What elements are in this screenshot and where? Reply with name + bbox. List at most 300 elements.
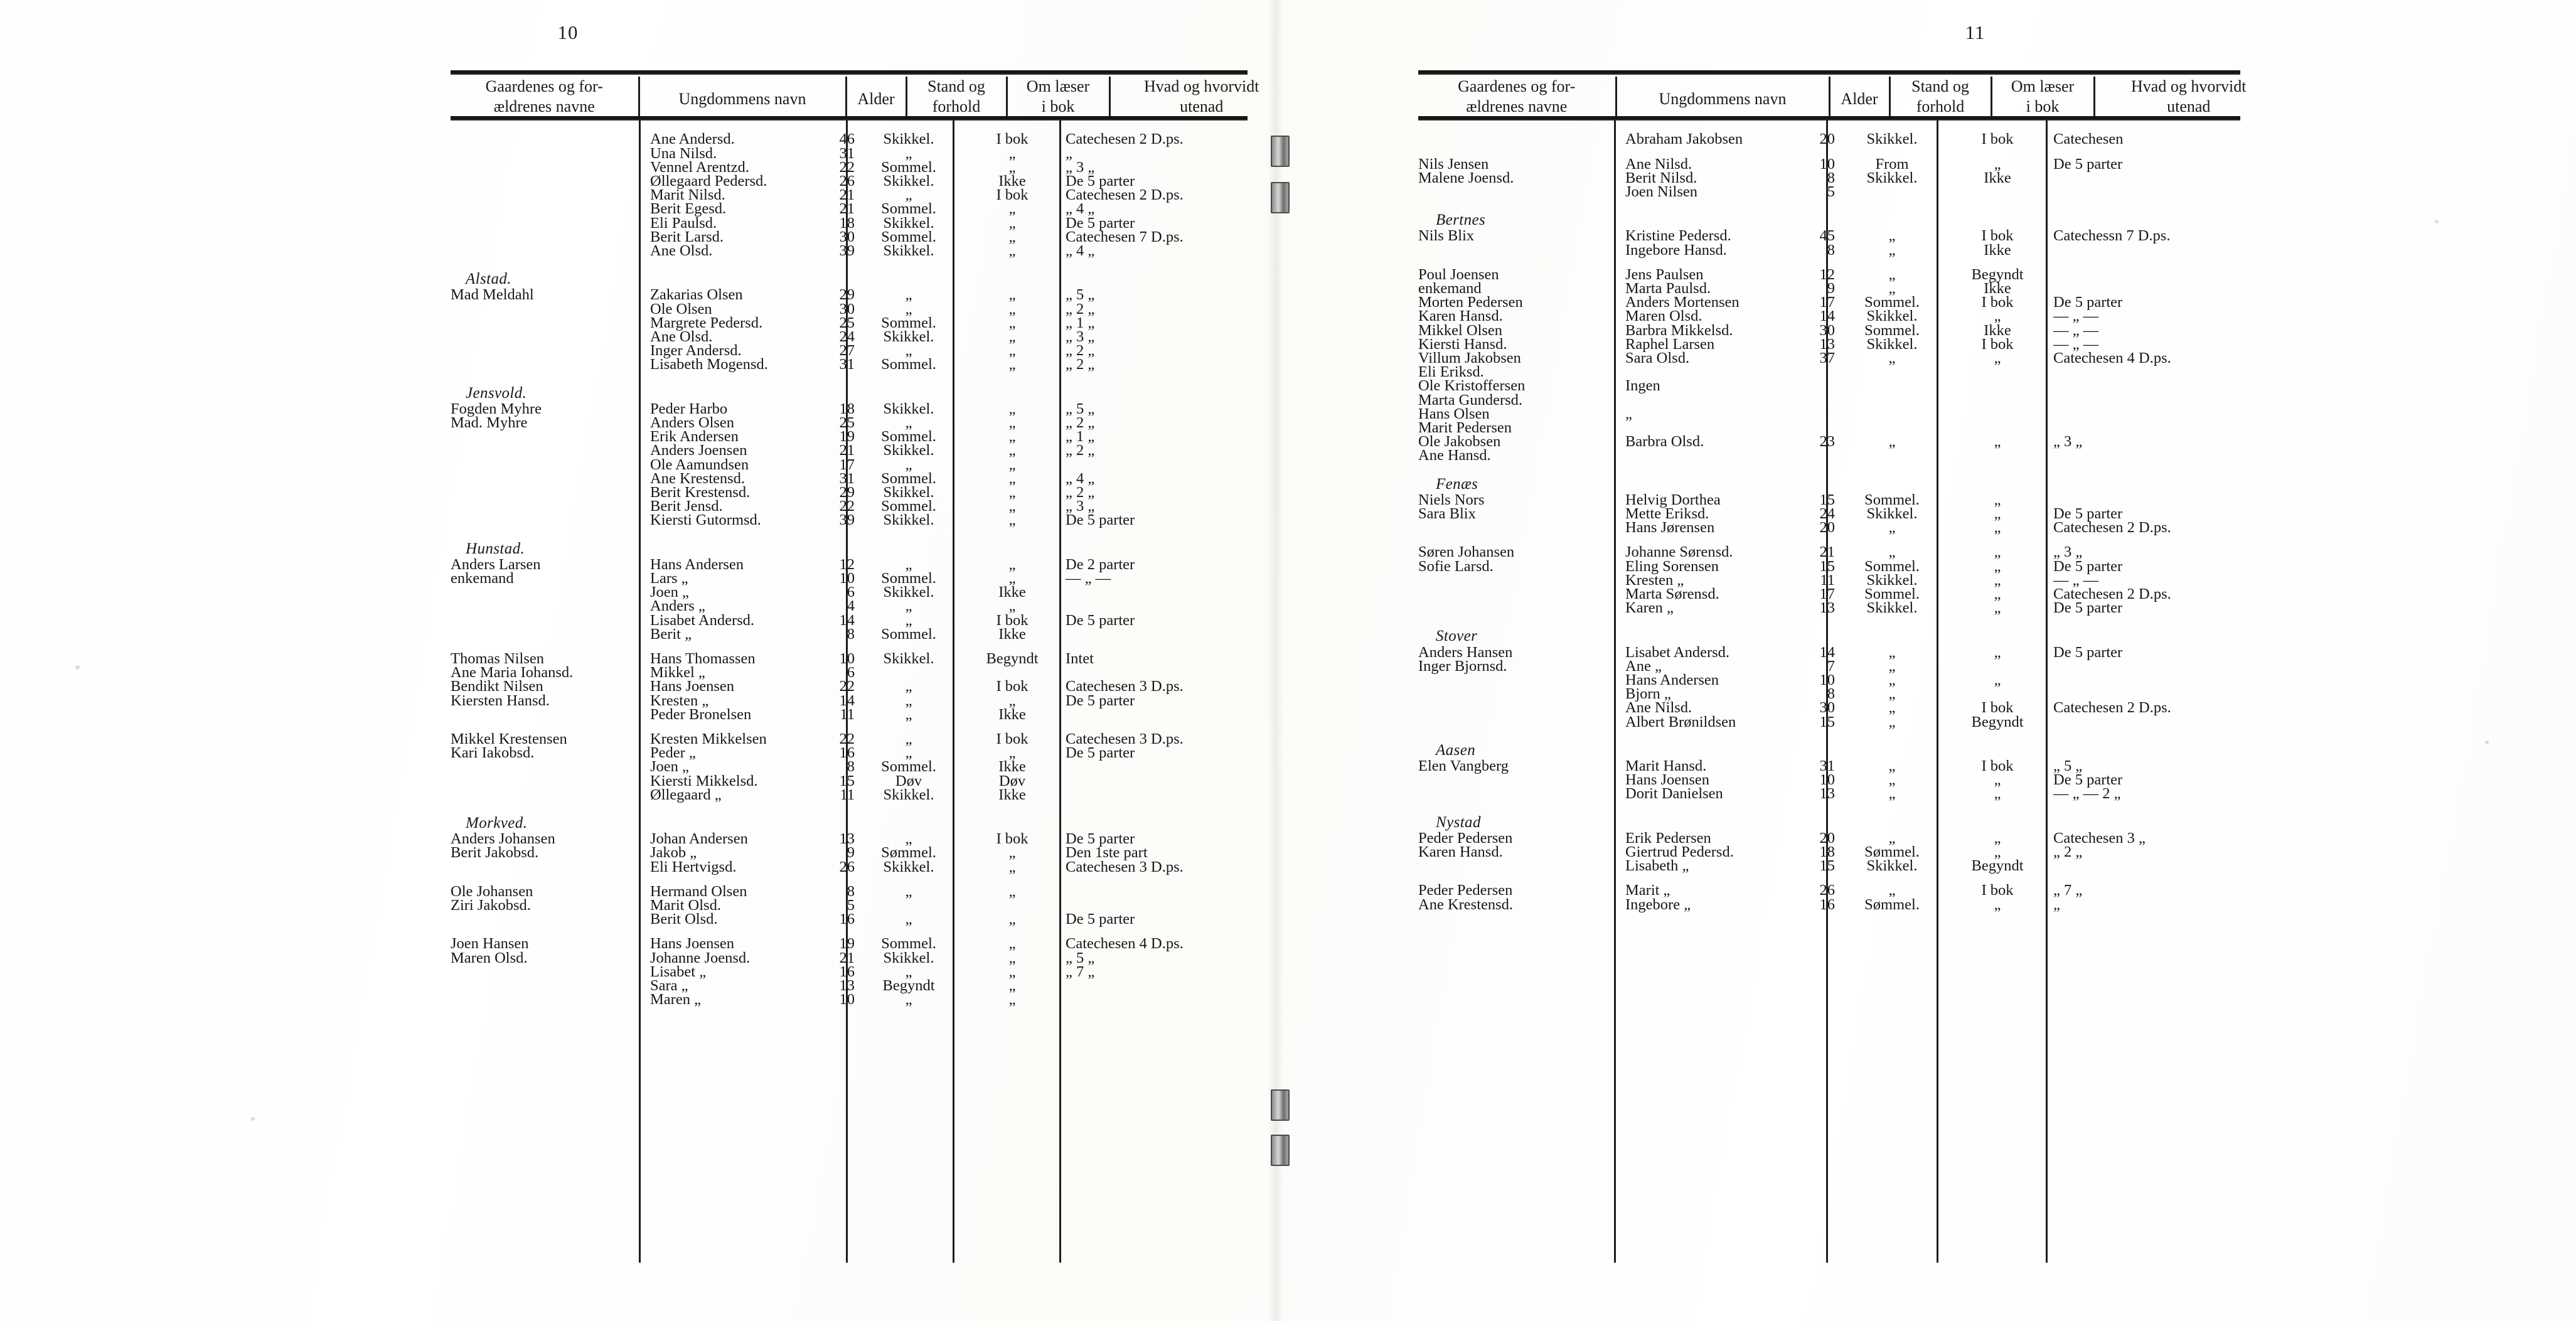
cell-reading: Ikke xyxy=(1984,280,2011,297)
cell-stand: „ xyxy=(1888,241,1896,259)
cell-parents-name: Bendikt Nilsen xyxy=(451,678,543,695)
cell-reading: „ xyxy=(1008,328,1016,346)
cell-what: Catechesen 3 D.ps. xyxy=(1066,858,1184,875)
cell-age: 10 xyxy=(1819,155,1835,173)
cell-age: 16 xyxy=(1819,896,1835,913)
cell-stand: Sommel. xyxy=(1864,321,1920,339)
cell-what: De 5 parter xyxy=(2053,557,2123,575)
cell-age: 10 xyxy=(1819,671,1835,689)
cell-what: Catechesen 4 D.ps. xyxy=(2053,350,2171,367)
cell-stand: Skikkel. xyxy=(1866,599,1918,617)
cell-age: 30 xyxy=(839,228,855,245)
col-header-reading: Om læser i bok xyxy=(1007,77,1109,116)
cell-parents-name: Nils Jensen xyxy=(1418,155,1489,173)
cell-reading: „ xyxy=(1008,844,1016,862)
cell-reading: „ xyxy=(1008,228,1016,245)
cell-reading: Ikke xyxy=(998,786,1026,803)
cell-reading: Ikke xyxy=(1984,169,2011,186)
cell-age: 10 xyxy=(839,570,855,587)
cell-what: — „ — xyxy=(2053,335,2099,353)
cell-stand: „ xyxy=(1888,433,1896,451)
cell-parents-name: Elen Vangberg xyxy=(1418,757,1509,775)
cell-age: 16 xyxy=(839,911,855,928)
cell-youth-name: Mette Eriksd. xyxy=(1625,505,1709,523)
cell-age: 25 xyxy=(839,314,855,331)
cell-parents-name: Karen Hansd. xyxy=(1418,308,1503,325)
cell-reading: I bok xyxy=(996,131,1029,148)
cell-what: De 5 parter xyxy=(2053,771,2123,789)
cell-parents-name: Kari Iakobsd. xyxy=(451,744,535,762)
cell-youth-name: Karen „ xyxy=(1625,599,1674,617)
cell-reading: „ xyxy=(1008,456,1016,473)
cell-youth-name: Bjorn „ xyxy=(1625,685,1671,703)
cell-what: Intet xyxy=(1066,650,1094,668)
cell-stand: Skikkel. xyxy=(883,786,934,803)
cell-stand: Skikkel. xyxy=(883,328,934,346)
cell-youth-name: Joen „ xyxy=(650,584,689,601)
cell-stand: Skikkel. xyxy=(1866,335,1918,353)
cell-stand: Sommel. xyxy=(881,625,936,643)
cell-stand: Skikkel. xyxy=(883,400,934,417)
cell-age: 31 xyxy=(839,356,855,373)
cell-youth-name: Marit „ xyxy=(1625,882,1670,899)
cell-stand: Skikkel. xyxy=(883,442,934,459)
cell-what: „ 3 „ xyxy=(2053,433,2083,451)
cell-stand: „ xyxy=(1888,685,1896,703)
cell-what: De 5 parter xyxy=(2053,155,2123,173)
farm-heading: Morkved. xyxy=(466,815,528,832)
cell-stand: „ xyxy=(905,963,912,980)
cell-stand: From xyxy=(1875,155,1909,173)
cell-what: De 5 parter xyxy=(1066,911,1135,928)
cell-reading: „ xyxy=(1994,896,2001,913)
col-header-youth: Ungdommens navn xyxy=(639,77,846,116)
column-rule-1 xyxy=(1614,120,1616,1263)
cell-youth-name: Vennel Arentzd. xyxy=(650,158,749,176)
register-header-right xyxy=(1418,77,2282,116)
cell-youth-name: Hans Andersen xyxy=(650,555,744,573)
cell-stand: Skikkel. xyxy=(1866,571,1918,589)
cell-stand: Begyndt xyxy=(882,977,935,995)
cell-youth-name: Øllegaard Pedersd. xyxy=(650,173,767,190)
cell-youth-name: Sara „ xyxy=(650,977,688,995)
cell-youth-name: Barbra Mikkelsd. xyxy=(1625,321,1733,339)
cell-youth-name: Hans Joensen xyxy=(1625,771,1710,789)
cell-reading: „ xyxy=(1008,911,1016,928)
cell-stand: „ xyxy=(905,342,912,360)
table-top-rule xyxy=(1418,70,2240,75)
cell-age: 25 xyxy=(839,414,855,432)
cell-age: 22 xyxy=(839,730,855,748)
cell-what: „ 2 „ xyxy=(2053,843,2083,861)
cell-youth-name: Marta Paulsd. xyxy=(1625,280,1711,297)
table-header-bottom-rule xyxy=(1418,116,2240,120)
cell-parents-name: Poul Joensen xyxy=(1418,265,1499,283)
cell-what: De 2 parter xyxy=(1066,555,1135,573)
column-rule-1 xyxy=(639,120,641,1263)
cell-youth-name: Hermand Olsen xyxy=(650,882,747,900)
col-header-what: Hvad og hvorvidt utenad xyxy=(2094,77,2282,116)
cell-age: 15 xyxy=(1819,713,1835,730)
cell-reading: „ xyxy=(1994,433,2001,451)
cell-age: 13 xyxy=(1819,335,1835,353)
col-header-parents: Gaardenes og for- ældrenes navne xyxy=(485,77,603,115)
cell-age: 8 xyxy=(847,758,855,776)
cell-reading: „ xyxy=(1008,858,1016,875)
column-rule-3 xyxy=(953,120,954,1263)
cell-youth-name: Hans Andersen xyxy=(1625,671,1719,689)
cell-reading: Ikke xyxy=(1984,321,2011,339)
cell-youth-name: Lisabet Andersd. xyxy=(1625,643,1730,661)
cell-age: 16 xyxy=(839,963,855,980)
cell-youth-name: Kiersti Mikkelsd. xyxy=(650,772,758,789)
cell-stand: „ xyxy=(905,456,912,473)
cell-what: „ 5 „ xyxy=(1066,400,1095,417)
cell-parents-name: Niels Nors xyxy=(1418,491,1485,508)
cell-reading: „ xyxy=(1008,400,1016,417)
cell-youth-name: Lisabet Andersd. xyxy=(650,611,755,629)
cell-reading: „ xyxy=(1008,935,1016,953)
cell-age: 19 xyxy=(839,428,855,446)
cell-reading: I bok xyxy=(996,830,1029,848)
cell-reading: „ xyxy=(1994,599,2001,617)
cell-youth-name: Una Nilsd. xyxy=(650,144,717,162)
cell-age: 21 xyxy=(839,949,855,966)
cell-age: 14 xyxy=(1819,643,1835,661)
cell-parents-name: Marta Gundersd. xyxy=(1418,391,1523,409)
cell-reading: „ xyxy=(1008,963,1016,980)
register-body-right xyxy=(1418,120,2240,1288)
cell-stand: „ xyxy=(905,991,912,1008)
cell-age: 8 xyxy=(1827,169,1835,186)
cell-youth-name: Lars „ xyxy=(650,570,688,587)
cell-parents-name: Thomas Nilsen xyxy=(451,650,545,668)
cell-youth-name: Kresten „ xyxy=(650,692,709,709)
cell-parents-name: Malene Joensd. xyxy=(1418,169,1514,186)
cell-age: 15 xyxy=(1819,857,1835,875)
cell-youth-name: Johanne Joensd. xyxy=(650,949,751,966)
cell-age: 8 xyxy=(847,882,855,900)
cell-age: 30 xyxy=(1819,321,1835,339)
cell-stand: Sømmel. xyxy=(1864,896,1920,913)
cell-youth-name: Ane Nilsd. xyxy=(1625,699,1692,717)
cell-age: 26 xyxy=(839,173,855,190)
cell-reading: „ xyxy=(1008,570,1016,587)
cell-stand: Sommel. xyxy=(1864,586,1920,603)
cell-stand: „ xyxy=(1888,280,1896,297)
cell-age: 20 xyxy=(1819,829,1835,847)
cell-what: De 5 parter xyxy=(1066,692,1135,709)
col-header-reading: Om læser i bok xyxy=(1991,77,2094,116)
cell-youth-name: Hans Joensen xyxy=(650,678,735,695)
cell-what: „ 7 „ xyxy=(2053,882,2083,899)
cell-youth-name: Ingen xyxy=(1625,377,1660,395)
farm-heading: Hunstad. xyxy=(466,540,525,557)
cell-parents-name: Villum Jakobsen xyxy=(1418,350,1521,367)
cell-age: 9 xyxy=(1827,280,1835,297)
cell-stand: Sommel. xyxy=(881,228,936,245)
cell-parents-name: Sara Blix xyxy=(1418,505,1476,523)
cell-stand: „ xyxy=(905,286,912,304)
cell-age: 15 xyxy=(1819,557,1835,575)
cell-stand: „ xyxy=(905,555,912,573)
cell-what: De 5 parter xyxy=(1066,511,1135,529)
cell-age: 27 xyxy=(839,342,855,360)
cell-age: 18 xyxy=(839,214,855,232)
cell-parents-name: Mad Meldahl xyxy=(451,286,534,304)
cell-reading: „ xyxy=(1994,155,2001,173)
cell-youth-name: Dorit Danielsen xyxy=(1625,785,1723,803)
cell-what: „ 2 „ xyxy=(1066,300,1095,318)
cell-stand: Sommel. xyxy=(881,200,936,218)
cell-parents-name: enkemand xyxy=(1418,280,1482,297)
cell-stand: Skikkel. xyxy=(883,511,934,529)
cell-parents-name: Mikkel Krestensen xyxy=(451,730,567,748)
cell-what: Den 1ste part xyxy=(1066,844,1148,862)
cell-stand: „ xyxy=(905,414,912,432)
cell-stand: Skikkel. xyxy=(883,650,934,668)
cell-reading: „ xyxy=(1008,555,1016,573)
cell-youth-name: Marit Hansd. xyxy=(1625,757,1707,775)
cell-youth-name: Ane „ xyxy=(1625,657,1662,675)
cell-reading: „ xyxy=(1008,484,1016,501)
cell-youth-name: Ingebore „ xyxy=(1625,896,1691,913)
cell-youth-name: Jens Paulsen xyxy=(1625,265,1704,283)
cell-stand: „ xyxy=(905,300,912,318)
cell-stand: „ xyxy=(905,705,912,723)
cell-reading: „ xyxy=(1994,643,2001,661)
cell-age: 29 xyxy=(839,484,855,501)
cell-stand: „ xyxy=(905,692,912,709)
cell-age: 8 xyxy=(1827,685,1835,703)
cell-youth-name: Anders Olsen xyxy=(650,414,735,432)
cell-stand: Sommel. xyxy=(881,758,936,776)
cell-youth-name: Ane Andersd. xyxy=(650,131,735,148)
cell-age: 24 xyxy=(1819,505,1835,523)
cell-reading: „ xyxy=(1994,586,2001,603)
cell-youth-name: Anders Mortensen xyxy=(1625,294,1740,311)
cell-what: „ xyxy=(1066,144,1072,162)
cell-reading: I bok xyxy=(996,730,1029,748)
cell-stand: Skikkel. xyxy=(883,242,934,260)
cell-stand: Skikkel. xyxy=(1866,857,1918,875)
cell-reading: „ xyxy=(1008,442,1016,459)
cell-reading: „ xyxy=(1008,144,1016,162)
cell-what: „ 4 „ xyxy=(1066,242,1095,260)
cell-age: 20 xyxy=(1819,131,1835,148)
cell-reading: „ xyxy=(1994,771,2001,789)
cell-stand: „ xyxy=(905,730,912,748)
cell-age: 22 xyxy=(839,158,855,176)
cell-age: 11 xyxy=(840,786,855,803)
cell-age: 6 xyxy=(847,664,855,682)
cell-reading: „ xyxy=(1994,843,2001,861)
cell-stand: Skikkel. xyxy=(883,858,934,875)
cell-stand: „ xyxy=(905,144,912,162)
cell-reading: I bok xyxy=(1981,882,2014,899)
cell-reading: Begyndt xyxy=(1971,857,2024,875)
cell-youth-name: Maren Olsd. xyxy=(1625,308,1702,325)
cell-reading: „ xyxy=(1008,214,1016,232)
cell-youth-name: Anders „ xyxy=(650,597,705,615)
cell-age: 17 xyxy=(1819,586,1835,603)
cell-youth-name: Kresten Mikkelsen xyxy=(650,730,767,748)
cell-age: 21 xyxy=(839,186,855,204)
cell-age: 39 xyxy=(839,511,855,529)
cell-what: „ 4 „ xyxy=(1066,469,1095,487)
cell-stand: Skikkel. xyxy=(883,484,934,501)
cell-what: De 5 parter xyxy=(2053,599,2123,617)
cell-reading: „ xyxy=(1008,744,1016,762)
cell-parents-name: Peder Pedersen xyxy=(1418,882,1513,899)
cell-reading: „ xyxy=(1994,543,2001,561)
cell-what: — „ — xyxy=(2053,321,2099,339)
cell-reading: I bok xyxy=(1981,131,2014,148)
cell-age: 29 xyxy=(839,286,855,304)
cell-youth-name: Berit Larsd. xyxy=(650,228,724,245)
cell-age: 15 xyxy=(1819,491,1835,508)
cell-age: 4 xyxy=(847,597,855,615)
cell-what: „ 1 „ xyxy=(1066,314,1095,331)
cell-youth-name: Eli Hertvigsd. xyxy=(650,858,737,875)
cell-reading: „ xyxy=(1008,882,1016,900)
cell-what: De 5 parter xyxy=(1066,214,1135,232)
cell-reading: I bok xyxy=(996,611,1029,629)
cell-reading: „ xyxy=(1008,498,1016,515)
cell-reading: I bok xyxy=(1981,699,2014,717)
cell-stand: Døv xyxy=(895,772,922,789)
cell-youth-name: Ole Aamundsen xyxy=(650,456,749,473)
cell-age: 39 xyxy=(839,242,855,260)
cell-reading: Ikke xyxy=(998,625,1026,643)
column-rule-4 xyxy=(1059,120,1061,1263)
cell-reading: „ xyxy=(1008,286,1016,304)
cell-youth-name: Hans Thomassen xyxy=(650,650,756,668)
cell-what: De 5 parter xyxy=(1066,744,1135,762)
cell-what: Catechesen 4 D.ps. xyxy=(1066,935,1184,953)
cell-parents-name: Ane Hansd. xyxy=(1418,447,1491,464)
cell-youth-name: Giertrud Pedersd. xyxy=(1625,843,1734,861)
cell-parents-name: Ole Johansen xyxy=(451,882,533,900)
cell-youth-name: Joen Nilsen xyxy=(1625,183,1697,201)
cell-reading: „ xyxy=(1008,428,1016,446)
cell-age: 22 xyxy=(839,678,855,695)
cell-what: „ 2 „ xyxy=(1066,442,1095,459)
cell-what: „ 7 „ xyxy=(1066,963,1095,980)
cell-age: 23 xyxy=(1819,433,1835,451)
cell-stand: Sommel. xyxy=(881,570,936,587)
col-header-stand: Stand og forhold xyxy=(906,77,1007,116)
cell-reading: „ xyxy=(1994,557,2001,575)
cell-reading: I bok xyxy=(1981,294,2014,311)
cell-what: De 5 parter xyxy=(1066,611,1135,629)
cell-age: 12 xyxy=(839,555,855,573)
cell-stand: „ xyxy=(905,186,912,204)
cell-age: 46 xyxy=(839,131,855,148)
cell-age: 8 xyxy=(1827,241,1835,259)
cell-age: 10 xyxy=(1819,771,1835,789)
cell-stand: „ xyxy=(905,830,912,848)
cell-reading: „ xyxy=(1008,991,1016,1008)
cell-age: 21 xyxy=(1819,543,1835,561)
cell-reading: „ xyxy=(1008,158,1016,176)
cell-stand: Sommel. xyxy=(881,314,936,331)
cell-stand: Skikkel. xyxy=(883,949,934,966)
cell-youth-name: Berit Olsd. xyxy=(650,911,718,928)
cell-stand: „ xyxy=(905,882,912,900)
cell-reading: „ xyxy=(1994,505,2001,523)
cell-what: „ 2 „ xyxy=(1066,484,1095,501)
cell-parents-name: Fogden Myhre xyxy=(451,400,542,417)
cell-stand: Sommel. xyxy=(881,935,936,953)
cell-age: 18 xyxy=(839,400,855,417)
cell-youth-name: Mikkel „ xyxy=(650,664,705,682)
cell-youth-name: Sara Olsd. xyxy=(1625,350,1690,367)
cell-age: 26 xyxy=(839,858,855,875)
col-header-what: Hvad og hvorvidt utenad xyxy=(1109,77,1293,116)
cell-reading: I bok xyxy=(1981,335,2014,353)
cell-age: 30 xyxy=(1819,699,1835,717)
cell-age: 10 xyxy=(839,991,855,1008)
table-top-rule xyxy=(451,70,1248,75)
cell-age: 9 xyxy=(847,844,855,862)
cell-youth-name: Lisabeth Mogensd. xyxy=(650,356,768,373)
cell-reading: „ xyxy=(1008,314,1016,331)
cell-what: De 5 parter xyxy=(1066,173,1135,190)
register-table-left xyxy=(451,70,1259,1288)
cell-stand: „ xyxy=(905,678,912,695)
cell-youth-name: Johan Andersen xyxy=(650,830,748,848)
cell-stand: „ xyxy=(1888,543,1896,561)
cell-reading: „ xyxy=(1994,671,2001,689)
cell-stand: Sommel. xyxy=(881,158,936,176)
cell-what: Catechesen 2 D.ps. xyxy=(2053,699,2171,717)
cell-parents-name: Anders Hansen xyxy=(1418,643,1513,661)
cell-what: „ 3 „ xyxy=(1066,328,1095,346)
cell-age: 13 xyxy=(1819,599,1835,617)
cell-what: De 5 parter xyxy=(2053,643,2123,661)
cell-youth-name: Hans Joensen xyxy=(650,935,735,953)
cell-age: 37 xyxy=(1819,350,1835,367)
cell-what: „ 1 „ xyxy=(1066,428,1095,446)
cell-youth-name: Kresten „ xyxy=(1625,571,1684,589)
cell-stand: Sommel. xyxy=(1864,294,1920,311)
cell-reading: „ xyxy=(1994,785,2001,803)
cell-age: 13 xyxy=(839,977,855,995)
cell-what: Catechesen 2 D.ps. xyxy=(2053,519,2171,537)
cell-what: De 5 parter xyxy=(1066,830,1135,848)
cell-reading: Døv xyxy=(998,772,1026,789)
cell-reading: Begyndt xyxy=(986,650,1039,668)
cell-youth-name: Raphel Larsen xyxy=(1625,335,1715,353)
cell-youth-name: Inger Andersd. xyxy=(650,342,742,360)
farm-heading: Nystad xyxy=(1436,813,1481,831)
farm-heading: Jensvold. xyxy=(466,384,527,402)
cell-what: „ 3 „ xyxy=(1066,158,1095,176)
farm-heading: Alstad. xyxy=(466,270,511,288)
cell-what: Catechesen 3 D.ps. xyxy=(1066,730,1184,748)
cell-reading: Ikke xyxy=(1984,241,2011,259)
cell-reading: „ xyxy=(1994,829,2001,847)
cell-youth-name: Erik Andersen xyxy=(650,428,739,446)
cell-age: 21 xyxy=(839,442,855,459)
cell-stand: „ xyxy=(1888,771,1896,789)
cell-youth-name: Ole Olsen xyxy=(650,300,712,318)
cell-parents-name: Ane Maria Iohansd. xyxy=(451,664,574,682)
cell-reading: „ xyxy=(1008,242,1016,260)
register-body-left xyxy=(451,120,1248,1288)
cell-stand: Sommel. xyxy=(881,469,936,487)
